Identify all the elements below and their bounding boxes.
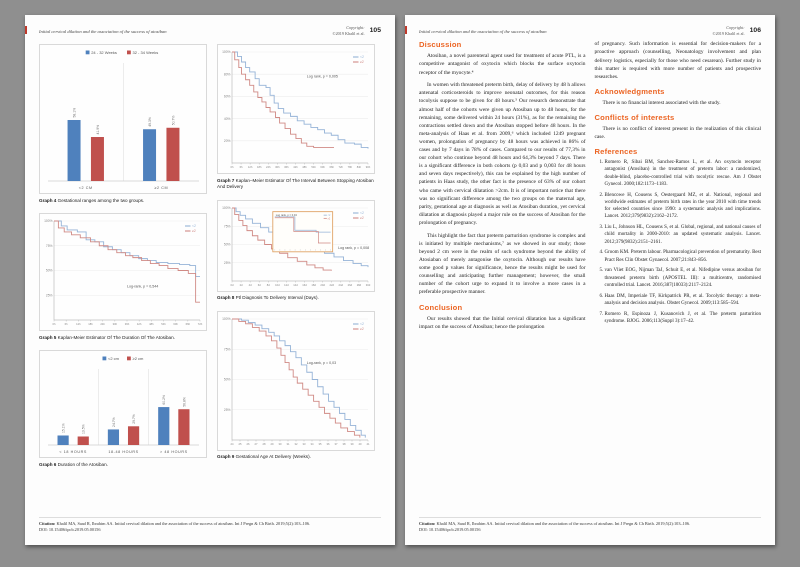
svg-text:50%: 50% [223, 242, 231, 247]
svg-text:36: 36 [326, 442, 330, 446]
reference-item: 5. van Vliet EOG, Nijman TaJ, Schuit E, et al. Nifedipine versus atosiban for threatened preterm birth (APOSTEL III): a multicentre, randomised controlled trial. Lancet. 2016;387(10033):2117–2124. [605, 267, 762, 289]
doi-line: DOI: 10.15406/ipcb.2019.05.00156 [39, 526, 101, 532]
svg-text:<2: <2 [360, 55, 364, 60]
graph9-caption: Graph 9 Gestational Age At Delivery (Weeks). [217, 454, 311, 460]
copyright-note: Copyright: ©2019 Khalil et al. [712, 25, 745, 36]
discussion-paragraph: Atosiban, a novel parenteral agent used for treatment of acute PTL, is a competitive antagonist of oxytocin which blocks the surface oxytocin receptor of the myocyte.⁴ [419, 53, 586, 76]
graph5-caption: Graph 5 Kaplan-Meier Estimator Of The Duration Of The Atosiban. [39, 334, 175, 340]
conclusion-continuation: of pregnancy. Such information is essential for decision-makers for a proactive approach (counselling, Neonatology involvement and plan delivery logistics, especially for those who need cesarean). Further study in this matter is required with more number of patients and prospective researches. [594, 41, 761, 80]
page-corner-mark [405, 26, 407, 34]
reference-item: 3. Liu L, Johnson HL, Cousens S, et al. Global, regional, and national causes of child mortality in 2000-2010: an updated systematic analysis. Lancet. 2012;379(9832):2151–2161. [605, 224, 762, 246]
svg-text:0h: 0h [230, 166, 234, 170]
running-title: Initial cervical dilation and the association of the success of atosiban [39, 29, 167, 34]
conclusion-heading: Conclusion [419, 302, 463, 312]
svg-text:<2: <2 [327, 213, 331, 217]
page-header [39, 25, 381, 36]
svg-text:15.1%: 15.1% [61, 423, 66, 434]
svg-text:37: 37 [334, 442, 338, 446]
svg-text:35: 35 [318, 442, 322, 446]
svg-text:24h: 24h [266, 166, 271, 170]
svg-text:33: 33 [302, 442, 306, 446]
svg-text:54h: 54h [311, 166, 316, 170]
svg-text:≥2: ≥2 [192, 229, 196, 234]
svg-text:12h: 12h [247, 166, 253, 170]
svg-text:56.8%: 56.8% [182, 397, 187, 407]
svg-text:40%: 40% [223, 117, 231, 122]
svg-text:6h: 6h [64, 323, 68, 327]
svg-text:24.7%: 24.7% [111, 417, 116, 428]
svg-text:Log rank, p = 0,008: Log rank, p = 0,008 [338, 245, 370, 250]
svg-text:<2 cm: <2 cm [108, 355, 120, 361]
graph6-figure [39, 350, 207, 468]
svg-text:18d: 18d [311, 283, 316, 287]
references-heading: References [594, 147, 638, 157]
graph5-km-chart [39, 213, 207, 331]
conflicts-text: There is no conflict of interest present in the realization of this clinical case. [594, 126, 761, 141]
graph4-bar-chart [39, 44, 207, 194]
svg-text:66h: 66h [185, 323, 191, 327]
svg-text:41: 41 [366, 442, 370, 446]
graph7-caption: Graph 7 Kaplan–Meier Estimator Of The Interval Between Stopping Atosiban And Delivery [217, 177, 374, 190]
svg-text:4d: 4d [248, 283, 252, 287]
svg-text:16d: 16d [302, 283, 307, 287]
svg-text:58.1%: 58.1% [72, 108, 77, 118]
svg-text:22d: 22d [329, 283, 334, 287]
svg-text:40: 40 [358, 442, 362, 446]
svg-text:25%: 25% [223, 407, 231, 412]
graph4-figure [39, 44, 207, 204]
doi-line: DOI: 10.15406/ipcb.2019.05.00156 [419, 526, 481, 532]
svg-text:32 - 34 Weeks: 32 - 34 Weeks [132, 50, 159, 56]
svg-text:24d: 24d [338, 283, 344, 287]
discussion-paragraph: In women with threatened preterm birth, delay of delivery by 48 h allows antenatal corticosteroids to improve neonatal outcomes, for this reason tocolysis suppose to be given for 48 hours.⁵ Our research demonstrate that almost half of the cohorts were given up Atosiban up to 48 hours, for the remaining, some delivered within 24 hours (31%), as for the remaining the contractions settled down and the Atosiban stopped before 48 hours. In the meta-analysis of Haas et al. from 2009,⁶ which included 1249 pregnant women, prolongation of pregnancy by 48 hours was achieved in 86% of cases and by 7 days in 78% of cases. Compared to our results of 77,3% in our cohort who continue beyond 48 hours and 64,3% beyond 7 days. There is a significant difference in both cohorts (p 0,03 and p 0,003 for 48 hours and seven days respectively), this can be explained by the high number of patients in Haas study, the other fact is the presence of 63% of our cohort who came with cervical dilatation >2cm. It is of important notice that there was no significant difference among the two groups on the maternal age, parity, gestational age at diagnosis as well as Atosiban duration, yet cervical dilatation at diagnosis played a major rule on the success of Atosiban for the prolongation of pregnancy. [419, 82, 586, 227]
page-header [419, 25, 761, 36]
conflicts-heading: Conflicts of interests [594, 113, 675, 122]
reference-item: 1. Romero R, Sibai BM, Sanchez-Ramos L, et al. An oxytocin receptor antagonist (Atosiban) in the treatment of preterm labor: a randomized, double-blind, placebo-controlled trial with tocolytic rescue. Am J Obstet Gynecol. 2000;182:1173–1183. [605, 159, 762, 188]
svg-text:Log-rank, p = 0,03: Log-rank, p = 0,03 [306, 360, 337, 365]
svg-text:Log rank, p = 0,005: Log rank, p = 0,005 [306, 74, 338, 79]
svg-text:30h: 30h [275, 166, 280, 170]
svg-text:25%: 25% [223, 260, 231, 265]
page-number: 105 [369, 27, 381, 35]
svg-text:6h: 6h [239, 166, 243, 170]
svg-text:> 48 HOURS: > 48 HOURS [160, 450, 188, 455]
acknowledgments-heading: Acknowledgments [594, 86, 665, 96]
svg-text:12d: 12d [284, 283, 289, 287]
svg-text:72h: 72h [338, 166, 344, 170]
svg-text:75%: 75% [223, 224, 231, 229]
svg-text:Log-rank, p = 0,544: Log-rank, p = 0,544 [127, 284, 159, 289]
svg-text:18h: 18h [256, 166, 262, 170]
graph7-km-chart [217, 44, 375, 174]
text-column-right [595, 40, 762, 335]
text-columns [419, 40, 761, 335]
svg-text:41.9%: 41.9% [95, 125, 100, 135]
svg-text:80%: 80% [223, 72, 231, 77]
svg-text:2d: 2d [239, 283, 243, 287]
svg-text:34: 34 [310, 442, 314, 446]
svg-text:39: 39 [350, 442, 354, 446]
graph7-figure [217, 44, 375, 190]
svg-text:<2 CM: <2 CM [78, 186, 93, 191]
svg-text:<2: <2 [360, 321, 364, 326]
svg-text:0h: 0h [52, 323, 56, 327]
svg-text:49.3%: 49.3% [147, 117, 152, 128]
svg-text:100%: 100% [222, 316, 231, 321]
svg-text:42h: 42h [293, 166, 298, 170]
svg-text:≥2: ≥2 [327, 217, 331, 221]
reference-item: 7. Romero R, Espinoza J, Kusanovich J, et al. The preterm parturition syndrome. BJOG. 2006;113(Suppl 3):17–42. [605, 311, 762, 326]
graphs-column-left [39, 44, 207, 477]
svg-text:8d: 8d [266, 283, 270, 287]
svg-text:60h: 60h [173, 323, 178, 327]
page-number: 106 [749, 27, 761, 35]
svg-text:72h: 72h [197, 323, 203, 327]
svg-text:10d: 10d [275, 283, 280, 287]
copyright-note: Copyright: ©2019 Khalil et al. [332, 25, 365, 36]
svg-text:32: 32 [294, 442, 298, 446]
svg-text:30d: 30d [365, 283, 371, 287]
svg-text:24: 24 [230, 442, 234, 446]
reference-item: 6. Haas DM, Imperiale TF, Kirkpatrick PR, et al. Tocolytic therapy: a meta-analysis and decision analysis. Obstet Gynecol. 2009;113:585–594. [605, 293, 762, 308]
svg-text:13.5%: 13.5% [81, 424, 86, 435]
svg-text:75%: 75% [45, 244, 53, 249]
svg-text:60%: 60% [223, 94, 231, 99]
discussion-heading: Discussion [419, 40, 462, 50]
svg-text:20%: 20% [223, 139, 231, 144]
svg-text:27: 27 [254, 442, 258, 446]
svg-text:90h: 90h [365, 166, 371, 170]
running-title: Initial cervical dilation and the association of the success of atosiban [419, 29, 547, 34]
svg-text:26: 26 [246, 442, 250, 446]
svg-text:Log rank, p = 0,04: Log rank, p = 0,04 [275, 213, 297, 217]
graphs-column-right [217, 44, 375, 477]
svg-text:78h: 78h [347, 166, 353, 170]
svg-text:<2: <2 [360, 210, 364, 215]
svg-text:29.7%: 29.7% [131, 414, 136, 424]
svg-text:48h: 48h [302, 166, 307, 170]
text-column-left [419, 40, 586, 335]
svg-text:36h: 36h [284, 166, 289, 170]
svg-text:54h: 54h [161, 323, 166, 327]
graph6-caption: Graph 6 Duration of the Atosiban. [39, 461, 108, 467]
svg-text:26d: 26d [347, 283, 353, 287]
citation-footer: Citation: Khalil MA, Saad R, Ibrahim AA. Initial cervical dilation and the association of the success of atosiban. Int J Pregn & Ch Birth. 2019;5(2):103–106. DOI: 10.15406/ipcb.2019.05.00156 [419, 517, 761, 533]
svg-text:66h: 66h [329, 166, 334, 170]
svg-text:28d: 28d [356, 283, 362, 287]
svg-text:<2: <2 [192, 224, 196, 229]
graph9-figure [217, 311, 375, 461]
svg-text:29: 29 [270, 442, 274, 446]
svg-text:30: 30 [278, 442, 282, 446]
svg-text:6d: 6d [257, 283, 261, 287]
svg-text:100%: 100% [44, 219, 53, 224]
svg-text:28: 28 [262, 442, 266, 446]
reference-item: 4. Groom KM. Preterm labour. Pharmacological prevention of prematurity. Best Pract Res Clin Obstet Gynaecol. 2007;21:843–856. [605, 249, 762, 264]
svg-text:12h: 12h [76, 323, 81, 327]
svg-text:< 18 HOURS: < 18 HOURS [59, 450, 87, 455]
svg-text:≥2: ≥2 [360, 215, 364, 220]
svg-text:50%: 50% [45, 268, 53, 273]
svg-text:50.7%: 50.7% [171, 115, 176, 126]
svg-text:30h: 30h [112, 323, 118, 327]
svg-text:100%: 100% [222, 50, 231, 55]
graph4-caption: Graph 4 Gestational ranges among the two groups. [39, 197, 145, 203]
svg-text:25: 25 [238, 442, 242, 446]
graph8-caption: Graph 8 Ptl Diagnosis To Delivery Interval (Days). [217, 295, 319, 301]
svg-text:0d: 0d [230, 283, 234, 287]
reference-item: 2. Blencowe H, Cousens S, Oestergaard MZ, et al. National, regional and worldwide estimates of preterm birth rates in the year 2010 with time trends for selected countries since 1990: a systematic analysis and implications. Lancet. 2012;379(9832):2162–2172. [605, 192, 762, 221]
citation-footer: Citation: Khalil MA, Saad R, Ibrahim AA. Initial cervical dilation and the association of the success of atosiban. Int J Pregn & Ch Birth. 2019;5(2):103–106. DOI: 10.15406/ipcb.2019.05.00156 [39, 517, 381, 533]
svg-text:18h: 18h [88, 323, 93, 327]
svg-text:48h: 48h [149, 323, 154, 327]
svg-text:100%: 100% [222, 205, 231, 210]
svg-text:50%: 50% [223, 377, 231, 382]
svg-text:84h: 84h [356, 166, 362, 170]
svg-text:24h: 24h [100, 323, 105, 327]
svg-text:18-48 HOURS: 18-48 HOURS [108, 450, 139, 455]
svg-text:60.2%: 60.2% [162, 395, 167, 405]
svg-text:24 - 32 Weeks: 24 - 32 Weeks [91, 50, 117, 56]
svg-text:60h: 60h [320, 166, 325, 170]
svg-text:38: 38 [342, 442, 346, 446]
graph8-figure [217, 200, 375, 302]
svg-text:75%: 75% [223, 347, 231, 352]
svg-text:25%: 25% [45, 293, 53, 298]
svg-text:14d: 14d [293, 283, 298, 287]
svg-text:≥2: ≥2 [360, 60, 364, 65]
graph9-km-chart [217, 311, 375, 451]
page-left [25, 15, 395, 545]
svg-text:31: 31 [286, 442, 290, 446]
svg-text:≥2: ≥2 [360, 326, 364, 331]
page-corner-mark [25, 26, 27, 34]
graph5-figure [39, 213, 207, 341]
graphs-grid [39, 44, 381, 477]
svg-text:≥2 cm: ≥2 cm [132, 355, 144, 361]
svg-text:20d: 20d [320, 283, 325, 287]
svg-text:42h: 42h [136, 323, 142, 327]
discussion-paragraph: This highlight the fact that preterm parturition syndrome is complex and is initiated by multiple mechanisms,⁷ as we showed in our study; those beyond 2 cm were in the realm of such syndrome beyond the ability of Atosiaban of merely antagonise the oxytocin. Although our results have some good p values for significance, hence the results might be used for counselling and anticipating further management; however, the small number of the cohort urge to expand it to involve a more cases in a preferable prospective manner. [419, 232, 586, 296]
svg-text:≥2 CM: ≥2 CM [154, 186, 169, 191]
svg-text:36h: 36h [124, 323, 130, 327]
graph6-bar-chart [39, 350, 207, 458]
acknowledgments-text: There is no financial interest associated with the study. [602, 99, 721, 106]
page-right [405, 15, 775, 545]
references-list [595, 159, 762, 325]
graph8-km-chart [217, 200, 375, 292]
conclusion-paragraph: Our results showed that the Initial cervical dilatation has a significant impact on the success of Atosiban; hence the prolongation [419, 315, 586, 330]
